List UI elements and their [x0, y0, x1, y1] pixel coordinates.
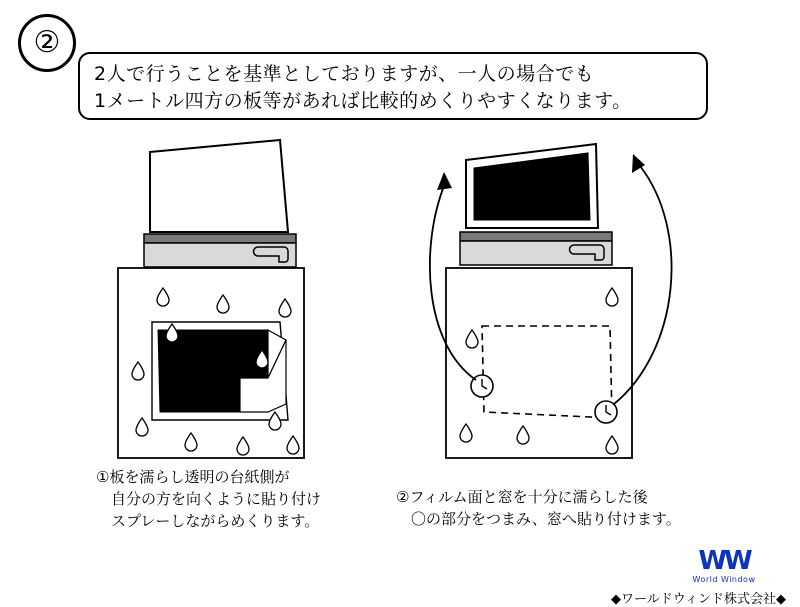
left-caption-line-1: ①板を濡らし透明の台紙側が: [96, 468, 290, 486]
instruction-line-2: 1メートル四方の板等があれば比較的めくりやすくなります。: [94, 90, 632, 112]
right-door-panel: [460, 241, 612, 265]
left-car-door-illustration: [144, 140, 296, 267]
right-arrow-right-curve: [614, 166, 672, 404]
left-door-trim: [144, 234, 296, 243]
step-number-badge: ②: [18, 14, 76, 72]
right-water-droplets: [460, 288, 618, 454]
left-water-droplets: [132, 288, 299, 455]
brand-logo: [664, 548, 784, 584]
left-door-handle-icon: [254, 247, 289, 262]
right-grip-circle-left: [471, 375, 493, 397]
left-board-illustration: [118, 268, 304, 458]
instruction-line-1: 2人で行うことを基準としておりますが、一人の場合でも: [94, 63, 595, 85]
right-arrow-left-curve: [430, 186, 476, 380]
right-arrow-right-head: [632, 154, 645, 173]
left-film-black: [158, 330, 268, 412]
left-film-peel-flap: [268, 330, 286, 378]
right-grip-mark-right: [606, 405, 611, 415]
right-board-illustration: [430, 154, 672, 458]
right-board-outline: [446, 268, 632, 458]
right-door-handle-icon: [570, 245, 605, 260]
left-caption: [96, 466, 321, 532]
logo-mark-text: WW: [698, 546, 750, 576]
right-film-dashed-outline: [482, 326, 612, 418]
left-film-outline: [152, 322, 288, 420]
left-film-backing-sheet: [240, 340, 286, 412]
left-window-glass: [150, 140, 288, 232]
left-caption-line-3: スプレーしながらめくります。: [96, 512, 320, 530]
right-caption: [396, 486, 681, 530]
left-board-outline: [118, 268, 304, 458]
right-window-film-applied: [474, 153, 590, 220]
instruction-callout: [78, 52, 708, 120]
right-arrow-left-head: [437, 172, 452, 190]
right-grip-circle-right: [595, 401, 617, 423]
right-caption-line-1: ②フィルム面と窓を十分に濡らした後: [396, 488, 648, 506]
right-car-door-illustration: [460, 144, 612, 265]
left-caption-line-2: 自分の方を向くように貼り付け: [96, 490, 322, 508]
footer-company-name: ◆ワールドウィンド株式会社◆: [611, 592, 786, 607]
right-door-trim: [460, 232, 612, 241]
logo-subtitle: World Window: [692, 575, 756, 584]
right-window-glass: [466, 144, 598, 228]
right-caption-line-2: 〇の部分をつまみ、窓へ貼り付けます。: [396, 510, 681, 528]
left-door-panel: [144, 243, 296, 267]
right-grip-mark-left: [482, 379, 487, 389]
